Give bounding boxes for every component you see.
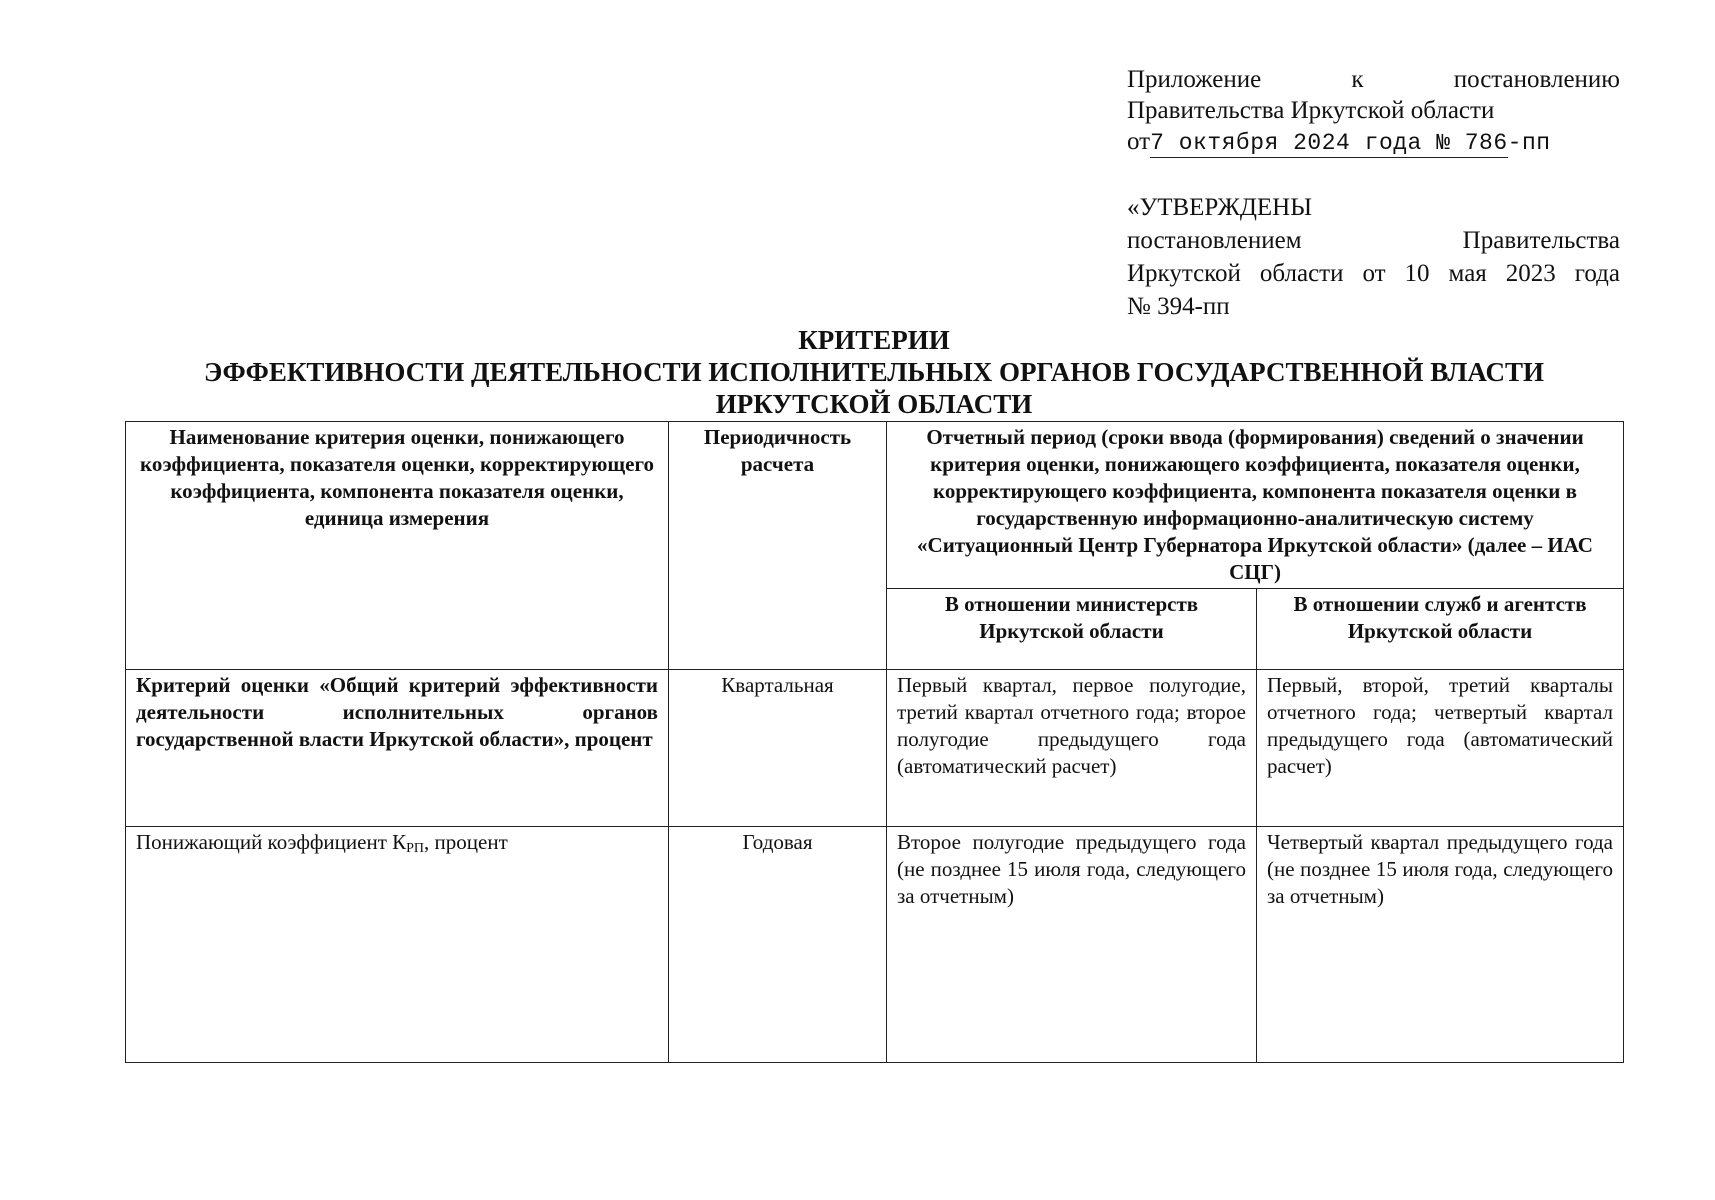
header-periodicity: Периодичность расчета — [669, 422, 887, 670]
appendix-line-2: Правительства Иркутской области — [1127, 97, 1495, 124]
title-line-1: КРИТЕРИИ — [798, 325, 950, 355]
header-ministries: В отношении министерств Иркутской области — [887, 589, 1257, 670]
appendix-header — [1127, 64, 1620, 159]
row-1-ministries: Первый квартал, первое полугодие, третий квартал отчетного года; второе полугодие предыдущего года (автоматический расчет) — [887, 670, 1257, 827]
table-row — [126, 670, 1624, 827]
approved-block — [1127, 191, 1620, 323]
row-2-name — [126, 827, 669, 1063]
row-2-name-subscript: РП — [406, 841, 425, 856]
header-services-line-1: В отношении служб и агентств — [1293, 592, 1587, 616]
header-services-line-2: Иркутской области — [1347, 619, 1533, 643]
row-2-name-prefix: Понижающий коэффициент К — [136, 830, 407, 854]
header-name: Наименование критерия оценки, понижающего коэффициента, показателя оценки, корректирующего коэффициента, компонента показателя оценки, единица измерения — [126, 422, 669, 670]
table-row — [126, 827, 1624, 1063]
approved-line-3: Иркутской области от 10 мая 2023 года — [1127, 260, 1620, 287]
appendix-line-3 — [1127, 126, 1620, 159]
approved-line-1: «УТВЕРЖДЕНЫ — [1127, 194, 1313, 221]
title-line-2: ЭФФЕКТИВНОСТИ ДЕЯТЕЛЬНОСТИ ИСПОЛНИТЕЛЬНЫХ ОРГАНОВ ГОСУДАРСТВЕННОЙ ВЛАСТИ — [204, 357, 1544, 387]
appendix-date-number: 7 октября 2024 года № 786 — [1150, 130, 1508, 156]
row-2-periodicity: Годовая — [669, 827, 887, 1063]
criteria-table — [125, 421, 1624, 1063]
appendix-line-1: Приложение к постановлению — [1127, 66, 1620, 93]
approved-line-4: № 394-пп — [1127, 293, 1230, 320]
appendix-from-prefix: от — [1127, 128, 1151, 155]
row-2-services: Четвертый квартал предыдущего года (не позднее 15 июля года, следующего за отчетным) — [1257, 827, 1624, 1063]
header-period: Отчетный период (сроки ввода (формирования) сведений о значении критерия оценки, понижающего коэффициента, показателя оценки, корректирующего коэффициента, компонента показателя оценки в государственную информационно-аналитическую систему «Ситуационный Центр Губернатора Иркутской области» (далее – ИАС СЦГ) — [887, 422, 1624, 589]
header-row-1 — [126, 422, 1624, 589]
row-1-periodicity: Квартальная — [669, 670, 887, 827]
row-1-name: Критерий оценки «Общий критерий эффективности деятельности исполнительных органов государственной власти Иркутской области», процент — [126, 670, 669, 827]
appendix-suffix: -пп — [1507, 130, 1551, 156]
row-2-name-suffix: , процент — [424, 830, 508, 854]
row-2-ministries: Второе полугодие предыдущего года (не позднее 15 июля года, следующего за отчетным) — [887, 827, 1257, 1063]
row-1-services: Первый, второй, третий кварталы отчетного года; четвертый квартал предыдущего года (автоматический расчет) — [1257, 670, 1624, 827]
document-title — [125, 324, 1623, 420]
approved-line-2: постановлением Правительства — [1127, 227, 1620, 254]
header-services — [1257, 589, 1624, 670]
title-line-3: ИРКУТСКОЙ ОБЛАСТИ — [715, 389, 1033, 419]
